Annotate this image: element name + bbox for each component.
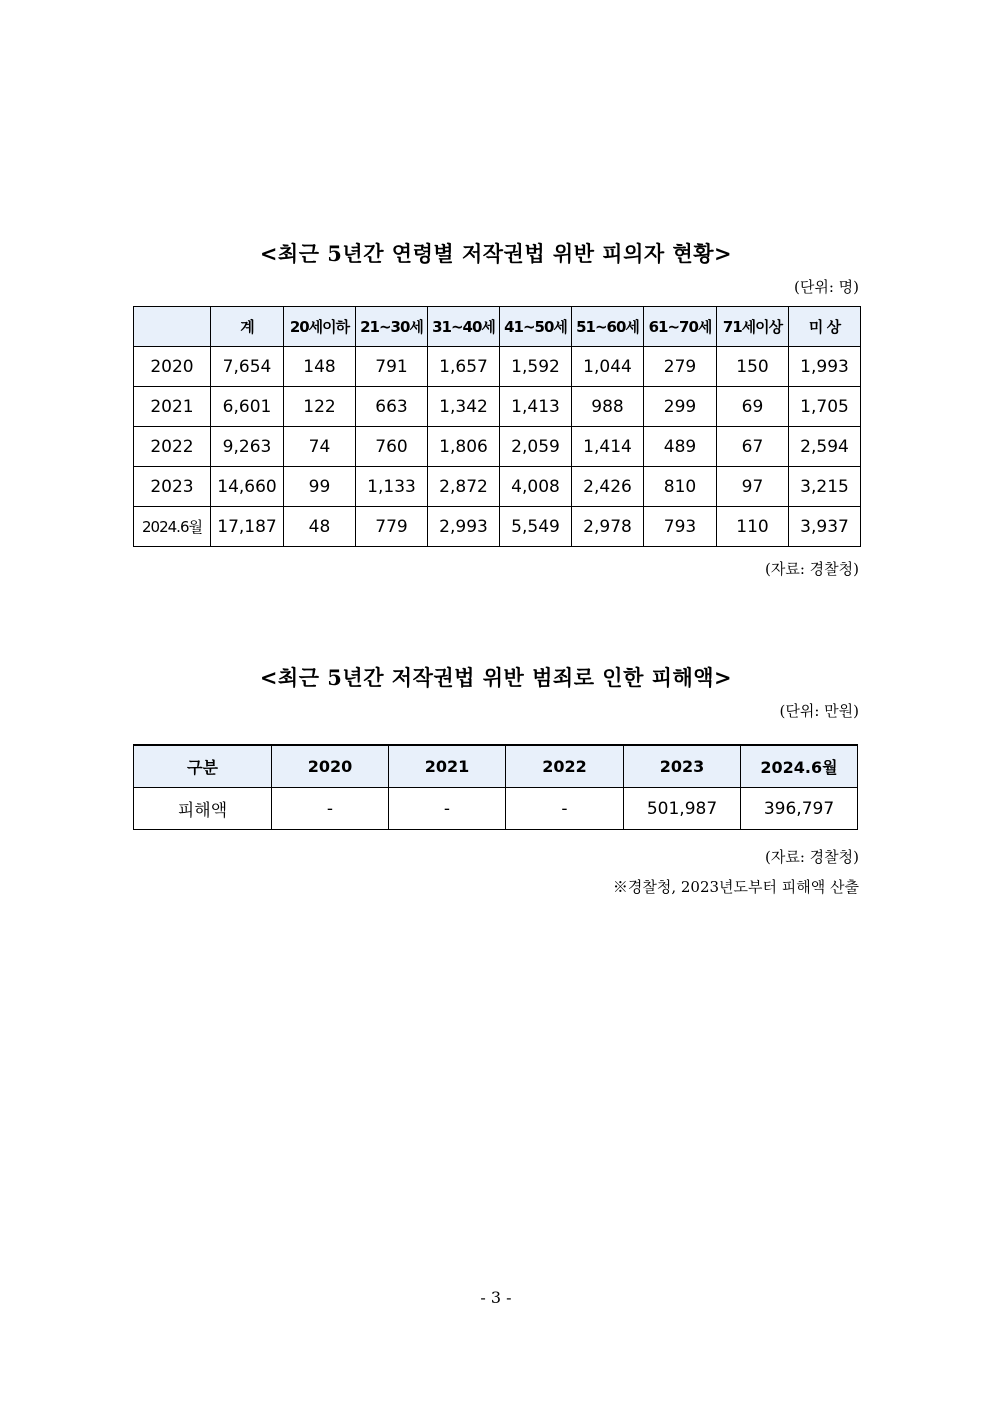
- table-row: [134, 427, 861, 467]
- header-cell: 2021: [389, 745, 506, 788]
- table-cell: 1,414: [572, 427, 644, 467]
- damage-amount-table: [133, 744, 858, 830]
- table-row: [134, 507, 861, 547]
- age-violation-table: [133, 306, 861, 547]
- table1-title: <최근 5년간 연령별 저작권법 위반 피의자 현황>: [259, 241, 733, 266]
- table-cell: 1,806: [428, 427, 500, 467]
- table-cell: 1,657: [428, 347, 500, 387]
- table-cell: 2,594: [789, 427, 861, 467]
- table2-unit: (단위: 만원): [779, 702, 859, 720]
- table-row: [134, 387, 861, 427]
- table-cell: 2,978: [572, 507, 644, 547]
- table-cell: 793: [644, 507, 717, 547]
- table-cell: 299: [644, 387, 717, 427]
- table1-source: (자료: 경찰청): [765, 560, 859, 578]
- table-cell: 6,601: [211, 387, 284, 427]
- table-cell: 67: [717, 427, 789, 467]
- header-cell: 미 상: [789, 307, 861, 347]
- table-cell: 810: [644, 467, 717, 507]
- table-cell: 1,044: [572, 347, 644, 387]
- table-cell: 14,660: [211, 467, 284, 507]
- table-cell: 1,993: [789, 347, 861, 387]
- table2-source: (자료: 경찰청): [765, 848, 859, 866]
- table-cell: 5,549: [500, 507, 572, 547]
- table-cell: -: [272, 788, 389, 830]
- header-cell: 71세이상: [717, 307, 789, 347]
- table-cell: 110: [717, 507, 789, 547]
- row-label: 2024.6월: [134, 507, 211, 547]
- table-cell: 779: [356, 507, 428, 547]
- header-cell: 51~60세: [572, 307, 644, 347]
- row-label: 2023: [134, 467, 211, 507]
- header-cell: 계: [211, 307, 284, 347]
- table-cell: 1,342: [428, 387, 500, 427]
- table-cell: 4,008: [500, 467, 572, 507]
- header-cell: 2023: [624, 745, 741, 788]
- table-cell: 396,797: [741, 788, 858, 830]
- header-cell: 20세이하: [284, 307, 356, 347]
- header-cell: 61~70세: [644, 307, 717, 347]
- table-cell: 2,059: [500, 427, 572, 467]
- table2-title: <최근 5년간 저작권법 위반 범죄로 인한 피해액>: [259, 665, 733, 690]
- table-cell: 9,263: [211, 427, 284, 467]
- table-cell: 489: [644, 427, 717, 467]
- header-cell: 31~40세: [428, 307, 500, 347]
- table-cell: 3,937: [789, 507, 861, 547]
- table-cell: 3,215: [789, 467, 861, 507]
- table-cell: 1,592: [500, 347, 572, 387]
- page-number: - 3 -: [480, 1288, 512, 1307]
- header-cell: 21~30세: [356, 307, 428, 347]
- table1-unit: (단위: 명): [794, 278, 859, 296]
- table-cell: 2,993: [428, 507, 500, 547]
- table-cell: 663: [356, 387, 428, 427]
- table-cell: 2,426: [572, 467, 644, 507]
- header-cell: 구분: [134, 745, 272, 788]
- table-cell: 791: [356, 347, 428, 387]
- table-cell: 17,187: [211, 507, 284, 547]
- row-label: 2020: [134, 347, 211, 387]
- table-cell: 99: [284, 467, 356, 507]
- header-cell: 2024.6월: [741, 745, 858, 788]
- table-header-row: [134, 745, 858, 788]
- table-row: [134, 467, 861, 507]
- table-cell: 988: [572, 387, 644, 427]
- table-cell: 1,133: [356, 467, 428, 507]
- table-cell: 2,872: [428, 467, 500, 507]
- table-row: [134, 788, 858, 830]
- header-cell: 2022: [506, 745, 624, 788]
- table-cell: 1,413: [500, 387, 572, 427]
- header-cell: 41~50세: [500, 307, 572, 347]
- table-cell: 97: [717, 467, 789, 507]
- row-label: 2021: [134, 387, 211, 427]
- table-cell: 69: [717, 387, 789, 427]
- table-cell: 74: [284, 427, 356, 467]
- table-cell: -: [506, 788, 624, 830]
- row-label: 2022: [134, 427, 211, 467]
- table-cell: 760: [356, 427, 428, 467]
- table-cell: 122: [284, 387, 356, 427]
- table-cell: -: [389, 788, 506, 830]
- row-label: 피해액: [134, 788, 272, 830]
- table-cell: 150: [717, 347, 789, 387]
- header-cell: 2020: [272, 745, 389, 788]
- table-header-row: [134, 307, 861, 347]
- table-cell: 501,987: [624, 788, 741, 830]
- table-cell: 48: [284, 507, 356, 547]
- table-cell: 7,654: [211, 347, 284, 387]
- table-cell: 148: [284, 347, 356, 387]
- table-cell: 279: [644, 347, 717, 387]
- table-row: [134, 347, 861, 387]
- header-cell: [134, 307, 211, 347]
- table-cell: 1,705: [789, 387, 861, 427]
- table2-footnote: ※경찰청, 2023년도부터 피해액 산출: [612, 878, 859, 896]
